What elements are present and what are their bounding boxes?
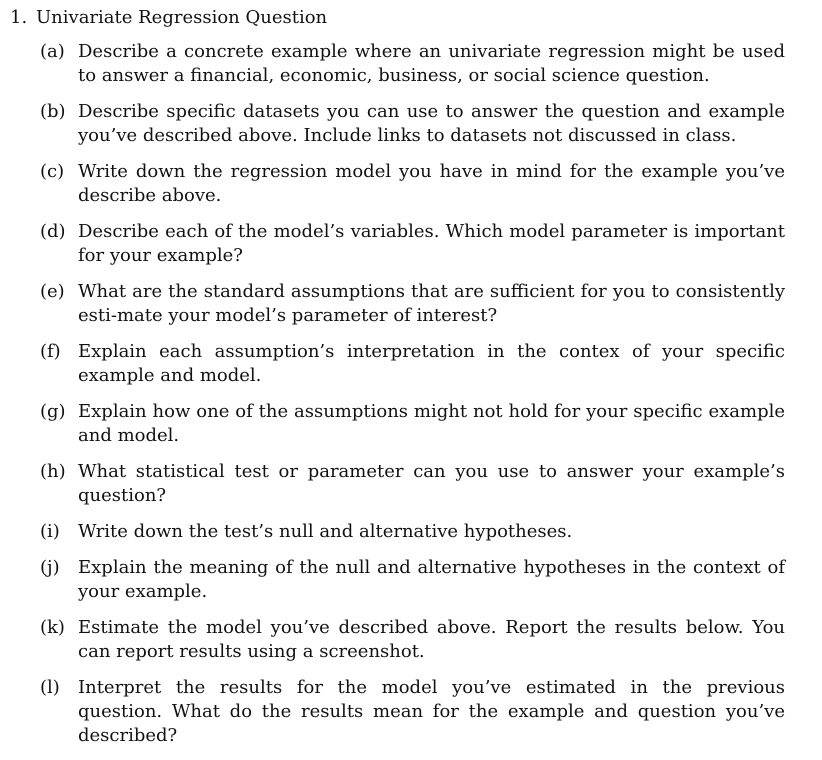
part-text: Explain the meaning of the null and alternative hypotheses in the context of your example. [78,557,785,602]
question-part-f [40,340,785,388]
part-label: (c) [40,161,65,182]
question-number: 1. [10,7,28,28]
question-part-l [40,676,785,748]
question-part-a [40,40,785,88]
part-text: Write down the test’s null and alternative hypotheses. [78,521,573,542]
question-part-j [40,556,785,604]
question-part-c [40,160,785,208]
question-title: Univariate Regression Question [36,7,328,28]
part-label: (b) [40,101,66,122]
question-part-b [40,100,785,148]
question-heading [10,6,327,30]
part-label: (i) [40,521,60,542]
part-label: (d) [40,221,66,242]
part-label: (h) [40,461,66,482]
part-text: Write down the regression model you have in mind for the example you’ve describe above. [78,161,785,206]
question-part-k [40,616,785,664]
part-text: Describe a concrete example where an univariate regression might be used to answer a financial, economic, business, or social science question. [78,41,785,86]
question-part-g [40,400,785,448]
question-parts-list [40,40,785,760]
question-part-e [40,280,785,328]
part-text: Describe specific datasets you can use to answer the question and example you’ve described above. Include links to datasets not discussed in class. [78,101,785,146]
question-part-d [40,220,785,268]
question-part-i [40,520,785,544]
part-label: (k) [40,617,65,638]
part-text: What statistical test or parameter can you use to answer your example’s question? [78,461,785,506]
part-label: (f) [40,341,61,362]
question-part-h [40,460,785,508]
part-label: (l) [40,677,60,698]
part-label: (e) [40,281,65,302]
part-text: Explain how one of the assumptions might not hold for your specific example and model. [78,401,785,446]
part-label: (g) [40,401,66,422]
part-text: Explain each assumption’s interpretation in the contex of your specific example and model. [78,341,785,386]
part-text: Describe each of the model’s variables. Which model parameter is important for your example? [78,221,785,266]
part-text: Interpret the results for the model you’ve estimated in the previous question. What do the results mean for the example and question you’ve described? [78,677,785,746]
part-text: Estimate the model you’ve described above. Report the results below. You can report results using a screenshot. [78,617,785,662]
part-label: (j) [40,557,60,578]
part-text: What are the standard assumptions that are sufficient for you to consistently esti-mate your model’s parameter of interest? [78,281,785,326]
part-label: (a) [40,41,65,62]
